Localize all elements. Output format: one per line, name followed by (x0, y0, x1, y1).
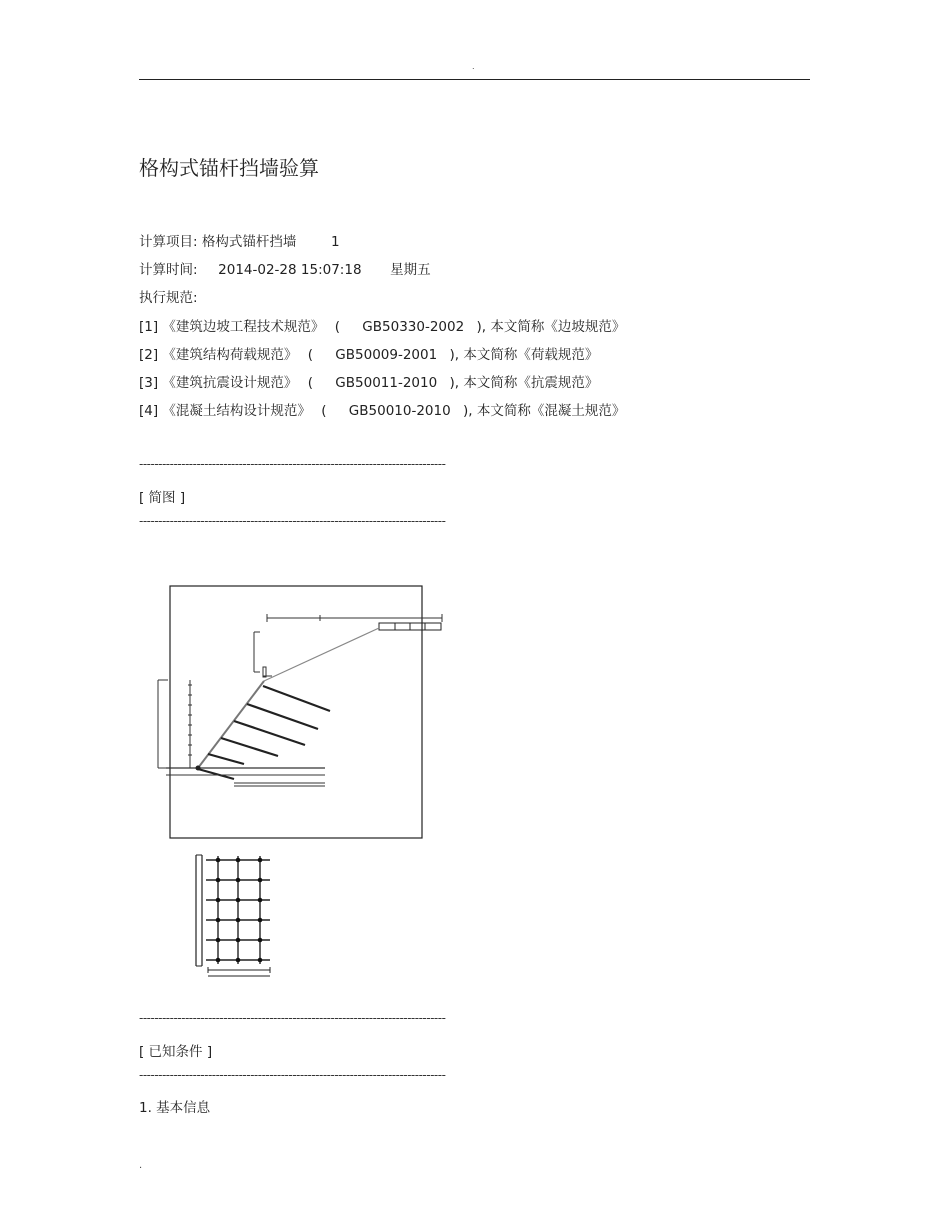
code-short-name: 本文简称《抗震规范》 (463, 375, 599, 391)
anchor-rod (198, 769, 234, 779)
code-short-name: 本文简称《混凝土规范》 (476, 403, 626, 419)
time-label: 计算时间: (139, 262, 198, 278)
code-standard: GB50009-2001 (335, 347, 438, 363)
weekday: 星期五 (390, 262, 431, 278)
anchor-rod (263, 686, 330, 711)
code-standard: GB50010-2010 (348, 403, 451, 419)
code-number: [1] (139, 319, 159, 335)
code-name: 《建筑抗震设计规范》 (162, 375, 298, 391)
project-line (139, 230, 340, 250)
section-view-figure (150, 580, 450, 845)
divider: -------------------------------------------------------------------------------- (139, 1011, 446, 1025)
anchor-rod (221, 738, 278, 756)
code-number: [2] (139, 347, 159, 363)
anchor-rod (247, 704, 318, 729)
ground-surface-line (264, 628, 379, 681)
divider: -------------------------------------------------------------------------------- (139, 1068, 446, 1082)
code-standard: GB50011-2010 (335, 375, 438, 391)
subsection-basic-info: 1. 基本信息 (139, 1100, 211, 1116)
code-close-paren: ), (463, 403, 473, 419)
project-label: 计算项目: (139, 234, 198, 250)
code-open-paren: ( (321, 403, 327, 419)
anchor-rod (234, 721, 305, 745)
lattice-elevation-figure (188, 850, 278, 988)
header-marker: . (472, 62, 475, 71)
code-open-paren: ( (307, 347, 313, 363)
code-close-paren: ), (449, 347, 460, 363)
page-title: 格构式锚杆挡墙验算 (139, 156, 319, 180)
code-name: 《混凝土结构设计规范》 (162, 403, 311, 419)
codes-label: 执行规范: (139, 290, 198, 306)
code-close-paren: ), (476, 319, 487, 335)
code-close-paren: ), (449, 375, 460, 391)
code-short-name: 本文简称《荷载规范》 (463, 347, 599, 363)
code-open-paren: ( (334, 319, 340, 335)
project-value: 格构式锚杆挡墙 (201, 234, 297, 250)
section-known-title: [ 已知条件 ] (139, 1044, 213, 1060)
code-name: 《建筑结构荷载规范》 (162, 347, 298, 363)
anchor-nodes (216, 858, 263, 963)
code-number: [4] (139, 403, 159, 419)
code-line (139, 399, 625, 419)
code-standard: GB50330-2002 (362, 319, 465, 335)
divider: -------------------------------------------------------------------------------- (139, 457, 446, 471)
code-line (139, 343, 598, 363)
code-short-name: 本文简称《边坡规范》 (490, 319, 626, 335)
code-number: [3] (139, 375, 159, 391)
anchor-rod (208, 754, 244, 764)
header-rule (139, 79, 810, 80)
footer-marker: . (139, 1160, 143, 1171)
toe-node (196, 766, 201, 771)
code-line (139, 371, 598, 391)
time-line (139, 258, 431, 278)
project-number: 1 (330, 234, 340, 250)
code-open-paren: ( (307, 375, 313, 391)
code-line (139, 315, 625, 335)
figure-frame (170, 586, 422, 838)
time-value: 2014-02-28 15:07:18 (218, 262, 362, 278)
section-diagram-title: [ 简图 ] (139, 490, 186, 506)
divider: -------------------------------------------------------------------------------- (139, 514, 446, 528)
code-name: 《建筑边坡工程技术规范》 (162, 319, 325, 335)
